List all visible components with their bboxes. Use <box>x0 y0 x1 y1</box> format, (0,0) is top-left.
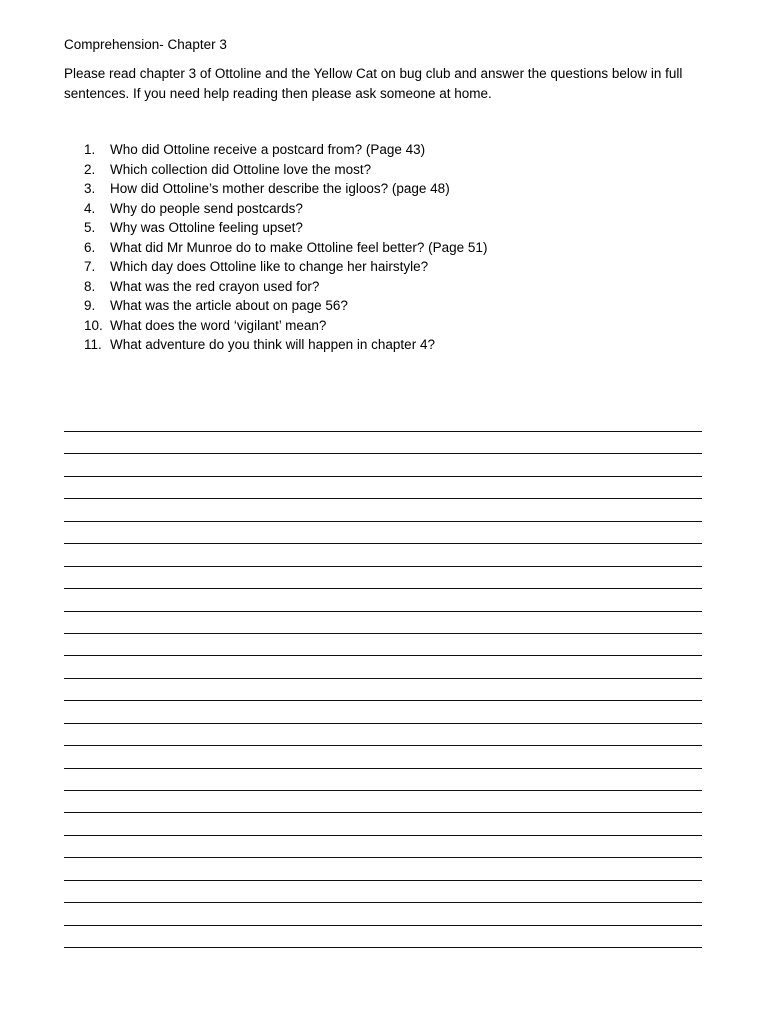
question-item <box>84 199 487 219</box>
answer-line <box>64 812 702 834</box>
answer-line <box>64 588 702 610</box>
answer-line <box>64 700 702 722</box>
question-text: What was the red crayon used for? <box>110 278 320 294</box>
question-number: 9. <box>84 298 96 313</box>
answer-line <box>64 723 702 745</box>
answer-line <box>64 925 702 947</box>
question-number: 8. <box>84 278 96 294</box>
instructions-paragraph: Please read chapter 3 of Ottoline and the Yellow Cat on bug club and answer the questions below in full sentences. If you need help reading then please ask someone at home. <box>64 66 683 101</box>
answer-line <box>64 880 702 902</box>
answer-line <box>64 678 702 700</box>
question-number: 11. <box>84 337 102 352</box>
question-number: 7. <box>84 259 96 274</box>
question-list <box>84 140 487 355</box>
question-text: Which collection did Ottoline love the most? <box>110 161 372 177</box>
question-item <box>84 160 487 180</box>
question-text: What adventure do you think will happen in chapter 4? <box>110 337 435 352</box>
answer-line <box>64 566 702 588</box>
question-number: 6. <box>84 239 96 255</box>
question-item <box>84 296 487 316</box>
question-item <box>84 140 487 160</box>
answer-line <box>64 835 702 857</box>
page-title: Comprehension- Chapter 3 <box>64 37 227 52</box>
answer-line <box>64 611 702 633</box>
question-text: Why was Ottoline feeling upset? <box>110 220 303 235</box>
answer-line <box>64 655 702 677</box>
question-text: How did Ottoline’s mother describe the igloos? (page 48) <box>110 181 450 196</box>
question-item <box>84 257 487 277</box>
question-number: 4. <box>84 200 96 216</box>
question-text: Which day does Ottoline like to change her hairstyle? <box>110 259 429 274</box>
question-number: 2. <box>84 161 96 177</box>
answer-line <box>64 543 702 565</box>
answer-line <box>64 902 702 924</box>
question-number: 10. <box>84 317 103 333</box>
answer-line <box>64 857 702 879</box>
question-text: What does the word ‘vigilant’ mean? <box>110 317 327 333</box>
answer-line <box>64 790 702 812</box>
question-item <box>84 316 487 336</box>
question-item <box>84 179 487 199</box>
question-item <box>84 277 487 297</box>
answer-line <box>64 521 702 543</box>
question-item <box>84 218 487 238</box>
question-number: 3. <box>84 181 96 196</box>
answer-line <box>64 745 702 767</box>
answer-lines <box>64 431 702 970</box>
answer-line <box>64 633 702 655</box>
answer-line <box>64 498 702 520</box>
question-number: 1. <box>84 142 96 157</box>
answer-line <box>64 947 702 969</box>
question-text: Who did Ottoline receive a postcard from? (Page 43) <box>110 142 426 157</box>
question-text: What was the article about on page 56? <box>110 298 348 313</box>
question-item <box>84 335 487 355</box>
question-number: 5. <box>84 220 96 235</box>
answer-line <box>64 431 702 453</box>
answer-line <box>64 768 702 790</box>
question-text: Why do people send postcards? <box>110 200 303 216</box>
question-item <box>84 238 487 258</box>
answer-line <box>64 453 702 475</box>
question-text: What did Mr Munroe do to make Ottoline feel better? (Page 51) <box>110 239 488 255</box>
answer-line <box>64 476 702 498</box>
